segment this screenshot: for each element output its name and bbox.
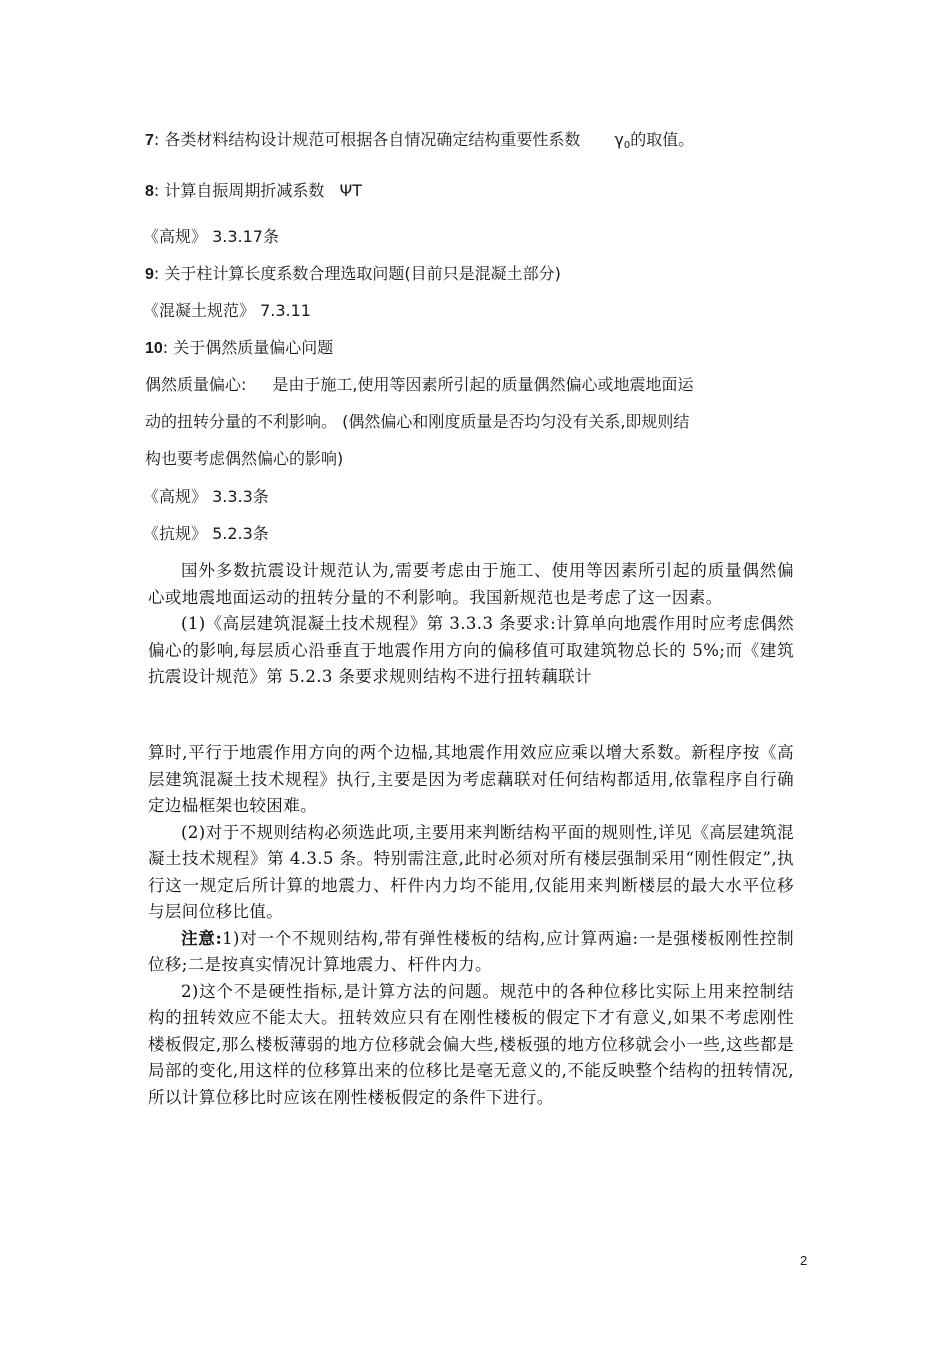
- definition-line-1: [145, 375, 694, 395]
- item-number: 9: [145, 266, 154, 283]
- note-text: 1)对一个不规则结构,带有弹性楼板的结构,应计算两遍:一是强楼板刚性控制位移;二是按真实情况计算地震力、杆件内力。: [148, 928, 794, 974]
- item-text: 关于偶然质量偏心问题: [173, 338, 334, 357]
- page-number: 2: [800, 1253, 808, 1268]
- scan-paragraph: (1)《高层建筑混凝土技术规程》第 3.3.3 条要求:计算单向地震作用时应考虑偶然偏心的影响,每层质心沿垂直于地震作用方向的偏移值可取建筑物总长的 5%;而《建筑抗震设计规范》第 5.2.3 条要求规则结构不进行扭转藕联计: [148, 614, 794, 686]
- gamma-subscript: 0: [623, 140, 631, 151]
- definition-line-2: 动的扭转分量的不利影响。 (偶然偏心和刚度质量是否均匀没有关系,即规则结: [145, 412, 690, 431]
- reference-kanggui-523: 《抗规》 5.2.3条: [143, 524, 269, 543]
- item-9: [145, 264, 561, 285]
- scanned-excerpt-2: [148, 740, 794, 1111]
- scan-paragraph: 国外多数抗震设计规范认为,需要考虑由于施工、使用等因素所引起的质量偶然偏心或地震地面运动的扭转分量的不利影响。我国新规范也是考虑了这一因素。: [148, 561, 794, 607]
- item-text: 关于柱计算长度系数合理选取问题(目前只是混凝土部分): [164, 264, 561, 283]
- item-separator: :: [162, 338, 169, 357]
- item-tail: 的取值。: [630, 130, 695, 149]
- item-8: [145, 181, 362, 202]
- definition-line-3: 构也要考虑偶然偏心的影响): [145, 449, 344, 468]
- definition-text: 是由于施工,使用等因素所引起的质量偶然偏心或地震地面运: [272, 375, 694, 394]
- scan-paragraph: (2)对于不规则结构必须选此项,主要用来判断结构平面的规则性,详见《高层建筑混凝土技术规程》第 4.3.5 条。特别需注意,此时必须对所有楼层强制采用“刚性假定”,执行这一规定后所计算的地震力、杆件内力均不能用,仅能用来判断楼层的最大水平位移与层间位移比值。: [148, 822, 794, 921]
- reference-gaogui-333: 《高规》 3.3.3条: [143, 487, 269, 506]
- item-separator: :: [153, 264, 160, 283]
- item-number: 8: [145, 183, 154, 200]
- gamma-symbol: γ: [614, 130, 624, 149]
- item-7: [145, 130, 694, 156]
- psi-t-symbol: ΨT: [339, 181, 363, 200]
- item-separator: :: [153, 130, 160, 149]
- reference-gaogui-3317: 《高规》 3.3.17条: [143, 227, 279, 246]
- item-text: 计算自振周期折减系数: [164, 181, 325, 200]
- item-number: 10: [145, 340, 163, 357]
- reference-concrete-7311: 《混凝土规范》 7.3.11: [143, 301, 311, 320]
- note-label: 注意:: [181, 928, 223, 948]
- item-10: [145, 338, 333, 359]
- item-separator: :: [153, 181, 160, 200]
- definition-label: 偶然质量偏心:: [145, 375, 247, 394]
- scan-note: [148, 926, 794, 979]
- item-number: 7: [145, 132, 154, 149]
- scanned-excerpt-1: [148, 558, 794, 691]
- item-text: 各类材料结构设计规范可根据各自情况确定结构重要性系数: [164, 130, 581, 149]
- scan-paragraph: 2)这个不是硬性指标,是计算方法的问题。规范中的各种位移比实际上用来控制结构的扭转效应不能太大。扭转效应只有在刚性楼板的假定下才有意义,如果不考虑刚性楼板假定,那么楼板薄弱的地方位移就会偏大些,楼板强的地方位移就会小一些,这些都是局部的变化,用这样的位移算出来的位移比是毫无意义的,不能反映整个结构的扭转情况,所以计算位移比时应该在刚性楼板假定的条件下进行。: [148, 981, 795, 1107]
- scan-paragraph: 算时,平行于地震作用方向的两个边榀,其地震作用效应应乘以增大系数。新程序按《高层建筑混凝土技术规程》执行,主要是因为考虑藕联对任何结构都适用,依靠程序自行确定边榀框架也较困难。: [148, 743, 794, 815]
